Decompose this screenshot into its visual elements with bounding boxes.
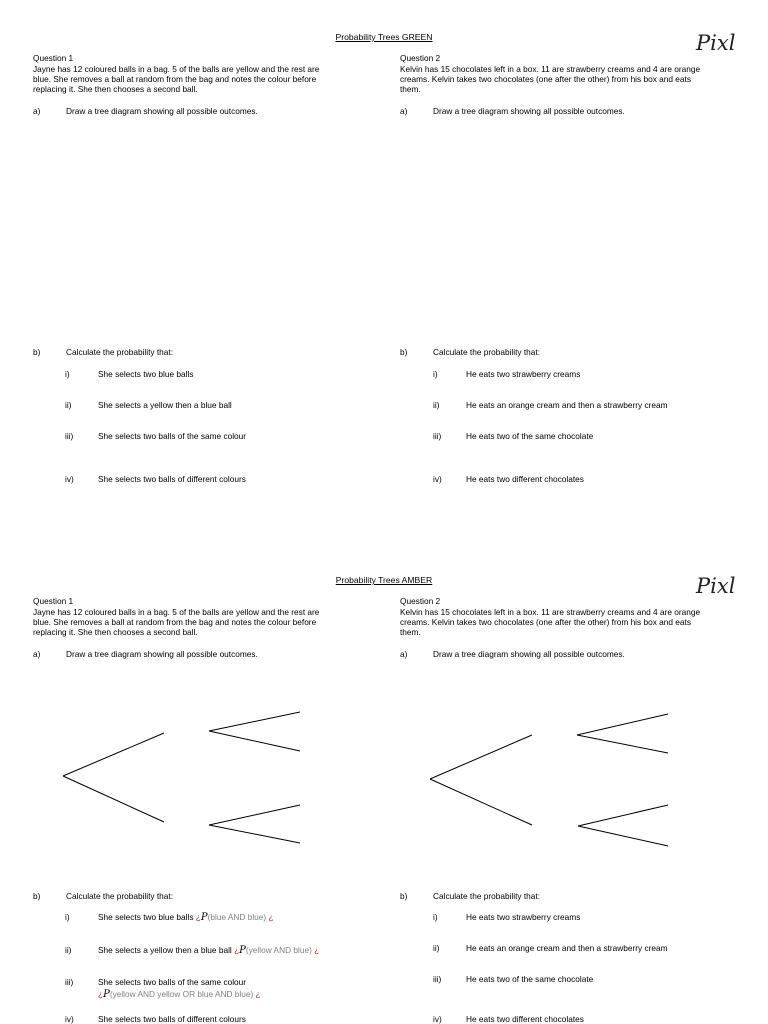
question-intro-line: them. [400,627,421,637]
subpart-text: He eats two different chocolates [466,1014,584,1024]
subpart-label: iv) [65,474,74,484]
hint-close-mark: ¿ [255,989,261,999]
question-intro-line: replacing it. She then chooses a second ball. [33,84,198,94]
question-heading: Question 1 [33,596,74,606]
hint-open-mark: ¿ [195,912,201,922]
sheet-title: Probability Trees AMBER [335,575,433,585]
probability-symbol: P [239,945,246,956]
tree-branch-first-upper [63,733,164,776]
part-b-label: b) [400,347,408,357]
question-1 [0,543,367,1024]
subpart-label: iii) [433,974,442,984]
logo-wordmark: Pixl [696,574,736,598]
subpart-text: He eats two strawberry creams [466,369,581,379]
subpart-text: He eats two strawberry creams [466,912,581,922]
subpart-line [98,945,319,956]
part-a-label: a) [33,649,41,659]
part-b-text: Calculate the probability that: [433,347,541,357]
question-intro-line: Kelvin has 15 chocolates left in a box. 11 are strawberry creams and 4 are orange [400,607,701,617]
part-a-label: a) [400,106,408,116]
subpart-label: i) [65,369,70,379]
tree-branch-second-lower-upper [209,805,300,825]
subpart-label: iv) [65,1014,74,1024]
subpart-text: He eats two different chocolates [466,474,584,484]
tree-branch-second-lower-upper [578,805,668,826]
subpart-text: She selects a yellow then a blue ball [98,400,232,410]
probability-symbol: P [103,989,110,1000]
hint-expression: (blue AND blue) [207,912,267,922]
subpart-label: iv) [433,474,442,484]
subpart-text: She selects two balls of different colours [98,474,246,484]
question-2 [367,543,768,1024]
subpart-label: iv) [433,1014,442,1024]
question-intro-line: blue. She removes a ball at random from the bag and notes the colour before [33,74,317,84]
subpart-text: He eats two of the same chocolate [466,974,594,984]
subpart-text: He eats two of the same chocolate [466,431,594,441]
subpart-label: i) [433,369,438,379]
subpart-line [98,912,274,923]
subpart-text: She selects two balls of the same colour [98,431,247,441]
tree-branch-second-upper-upper [209,712,300,731]
probability-symbol: P [200,912,208,923]
subpart-text: She selects a yellow then a blue ball [98,945,232,955]
question-intro-line: Kelvin has 15 chocolates left in a box. 11 are strawberry creams and 4 are orange [400,64,701,74]
part-b-text: Calculate the probability that: [66,891,174,901]
part-a-text: Draw a tree diagram showing all possible outcomes. [433,106,625,116]
question-intro-line: them. [400,84,421,94]
question-2 [367,0,768,543]
subpart-text: She selects two blue balls [98,912,194,922]
subpart-label: ii) [433,943,440,953]
part-b-text: Calculate the probability that: [433,891,541,901]
question-intro-line: creams. Kelvin takes two chocolates (one after the other) from his box and eats [400,74,691,84]
subpart-label: iii) [65,431,74,441]
question-intro-line: creams. Kelvin takes two chocolates (one after the other) from his box and eats [400,617,691,627]
tree-branch-first-upper [430,735,532,779]
subpart-text: She selects two balls of the same colour [98,977,247,987]
part-b-label: b) [33,891,41,901]
tree-branch-first-lower [63,776,164,822]
question-intro-line: Jayne has 12 coloured balls in a bag. 5 of the balls are yellow and the rest are [33,607,320,617]
tree-branch-second-lower-lower [578,826,668,846]
hint-open-mark: ¿ [98,989,104,999]
part-a-label: a) [400,649,408,659]
hint-expression: (yellow AND blue) [245,945,312,955]
subpart-text: She selects two balls of different colours [98,1014,246,1024]
subpart-label: i) [65,912,70,922]
subpart-text: She selects two blue balls [98,369,194,379]
question-intro-line: replacing it. She then chooses a second ball. [33,627,198,637]
sheet-title: Probability Trees GREEN [335,32,433,42]
tree-branch-second-upper-lower [209,731,300,751]
hint-expression: (yellow AND yellow OR blue AND blue) [109,989,254,999]
question-heading: Question 2 [400,596,441,606]
subpart-label: ii) [433,400,440,410]
tree-branch-first-lower [430,779,532,825]
question-heading: Question 2 [400,53,441,63]
subpart-label: i) [433,912,438,922]
tree-branch-second-upper-upper [577,714,668,735]
hint-close-mark: ¿ [314,945,320,955]
tree-branch-second-upper-lower [577,735,668,753]
subpart-text: He eats an orange cream and then a strawberry cream [466,400,668,410]
part-b-text: Calculate the probability that: [66,347,174,357]
question-intro-line: blue. She removes a ball at random from the bag and notes the colour before [33,617,317,627]
part-a-text: Draw a tree diagram showing all possible outcomes. [66,106,258,116]
subpart-label: iii) [65,977,74,987]
subpart-label: ii) [65,400,72,410]
part-a-label: a) [33,106,41,116]
question-intro-line: Jayne has 12 coloured balls in a bag. 5 of the balls are yellow and the rest are [33,64,320,74]
subpart-hint-line [98,989,261,1000]
question-1 [0,0,367,543]
subpart-label: iii) [433,431,442,441]
tree-branch-second-lower-lower [209,825,300,843]
subpart-label: ii) [65,945,72,955]
hint-open-mark: ¿ [234,945,240,955]
part-a-text: Draw a tree diagram showing all possible outcomes. [433,649,625,659]
logo-wordmark: Pixl [696,31,736,55]
question-heading: Question 1 [33,53,74,63]
part-a-text: Draw a tree diagram showing all possible outcomes. [66,649,258,659]
part-b-label: b) [33,347,41,357]
sheet-amber [0,543,768,1024]
hint-close-mark: ¿ [268,912,274,922]
part-b-label: b) [400,891,408,901]
subpart-text: He eats an orange cream and then a strawberry cream [466,943,668,953]
